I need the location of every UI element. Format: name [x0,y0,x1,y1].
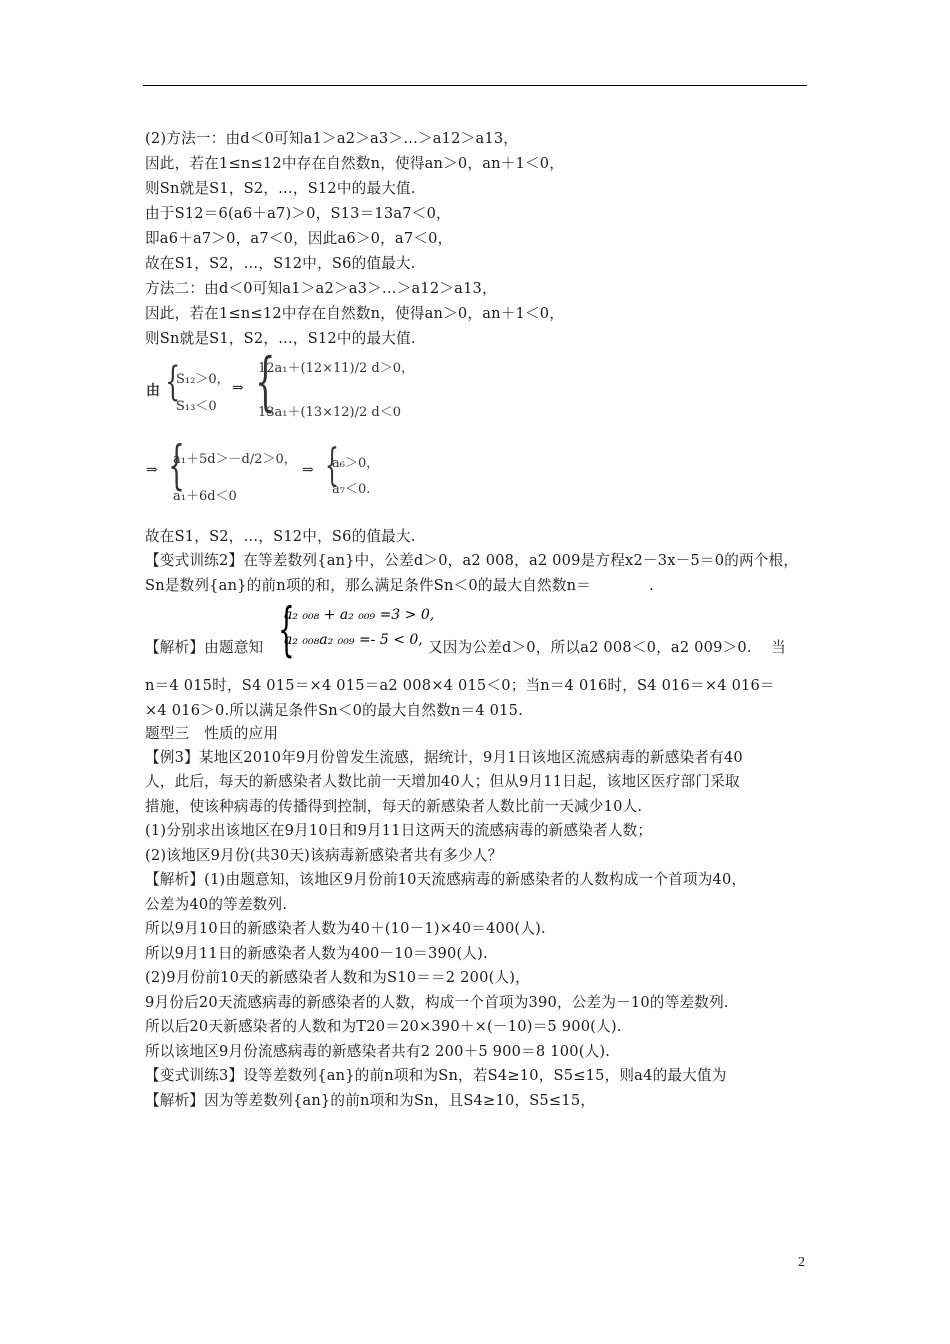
formula-equation: a₁＋6d＜0 [173,489,237,504]
formula-condition: S₁₂＞0， [176,372,230,387]
text-line: 由于S12＝6(a6＋a7)＞0，S13＝13a7＜0， [145,205,451,222]
text-line: (2)方法一：由d＜0可知a1＞a2＞a3＞…＞a12＞a13， [145,130,519,147]
formula-result: a₇＜0. [332,482,371,497]
text-line: 所以后20天新感染者的人数和为T20＝20×390＋×(－10)＝5 900(人). [145,1018,622,1035]
implies-arrow: ⇒ [302,462,314,478]
implies-arrow: ⇒ [232,380,244,396]
text-line: 故在S1，S2，…，S12中，S6的值最大. [145,528,416,545]
formula-equation: a₂ ₀₀₈a₂ ₀₀₉ =- 5 < 0, [284,632,423,648]
text-line: 所以该地区9月份流感病毒的新感染者共有2 200＋5 900＝8 100(人). [145,1043,611,1060]
header-rule [143,85,807,86]
text-line: (1)分别求出该地区在9月10日和9月11日这两天的流感病毒的新感染者人数； [145,822,653,839]
analysis-tail: 又因为公差d＞0，所以a2 008＜0，a2 009＞0. 当 [428,639,786,656]
text-line: 措施，使该种病毒的传播得到控制，每天的新感染者人数比前一天减少10人. [145,798,643,815]
text-line: 所以9月11日的新感染者人数为400－10＝390(人). [145,945,488,962]
left-brace: { [278,595,295,663]
page-number: 2 [798,1255,805,1270]
text-line: 【变式训练2】在等差数列{an}中，公差d＞0，a2 008，a2 009是方程x2－3x－5＝0的两个根， [145,552,799,569]
text-line: 所以9月10日的新感染者人数为40＋(10－1)×40＝400(人). [145,920,546,937]
text-line: (2)9月份前10天的新感染者人数和为S10＝＝2 200(人)， [145,969,530,986]
text-line: 因此，若在1≤n≤12中存在自然数n，使得an＞0，an＋1＜0， [145,305,565,322]
left-brace: { [165,359,181,405]
text-line: Sn是数列{an}的前n项的和，那么满足条件Sn＜0的最大自然数n＝ . [145,577,654,594]
text-line: 即a6＋a7＞0，a7＜0，因此a6＞0，a7＜0， [145,230,453,247]
text-line: 【例3】某地区2010年9月份曾发生流感，据统计，9月1日该地区流感病毒的新感染者有40 [145,749,743,766]
text-line: 故在S1，S2，…，S12中，S6的值最大. [145,255,416,272]
left-brace: { [168,436,185,496]
text-line: 方法二：由d＜0可知a1＞a2＞a3＞…＞a12＞a13， [145,280,497,297]
text-line: n＝4 015时，S4 015＝×4 015＝a2 008×4 015＜0；当n＝4 016时，S4 016＝×4 016＝ [145,677,775,694]
formula-equation: 13a₁＋(13×12)/2 d＜0 [258,405,402,420]
text-line: (2)该地区9月份(共30天)该病毒新感染者共有多少人？ [145,847,503,864]
section-heading: 题型三 性质的应用 [145,725,279,742]
formula-lead: 由 [146,383,160,399]
implies-arrow: ⇒ [146,462,158,478]
left-brace: { [255,345,276,419]
left-brace: { [325,440,339,491]
text-line: 【解析】(1)由题意知，该地区9月份前10天流感病毒的新感染者的人数构成一个首项为40， [145,871,747,888]
text-line: 【解析】因为等差数列{an}的前n项和为Sn，且S4≥10，S5≤15， [145,1092,596,1109]
formula-condition: S₁₃＜0 [176,399,217,414]
text-line: 人，此后，每天的新感染者人数比前一天增加40人；但从9月11日起，该地区医疗部门采取 [145,773,740,790]
text-line: 因此，若在1≤n≤12中存在自然数n，使得an＞0，an＋1＜0， [145,155,565,172]
formula-equation: a₂ ₀₀₈ + a₂ ₀₀₉ =3 > 0, [284,607,435,623]
text-line: 公差为40的等差数列. [145,896,288,913]
formula-result: a₆＞0， [332,456,380,471]
text-line: 【变式训练3】设等差数列{an}的前n项和为Sn，若S4≥10，S5≤15，则a4的最大值为 [145,1067,727,1084]
formula-equation: a₁＋5d＞－d/2＞0， [173,452,297,467]
analysis-lead: 【解析】由题意知 [145,639,264,656]
text-line: 9月份后20天流感病毒的新感染者的人数，构成一个首项为390，公差为－10的等差数列. [145,994,729,1011]
text-line: ×4 016＞0.所以满足条件Sn＜0的最大自然数n＝4 015. [145,702,523,719]
text-line: 则Sn就是S1，S2，…，S12中的最大值. [145,330,416,347]
text-line: 则Sn就是S1，S2，…，S12中的最大值. [145,180,416,197]
formula-equation: 12a₁＋(12×11)/2 d＞0， [258,361,415,376]
